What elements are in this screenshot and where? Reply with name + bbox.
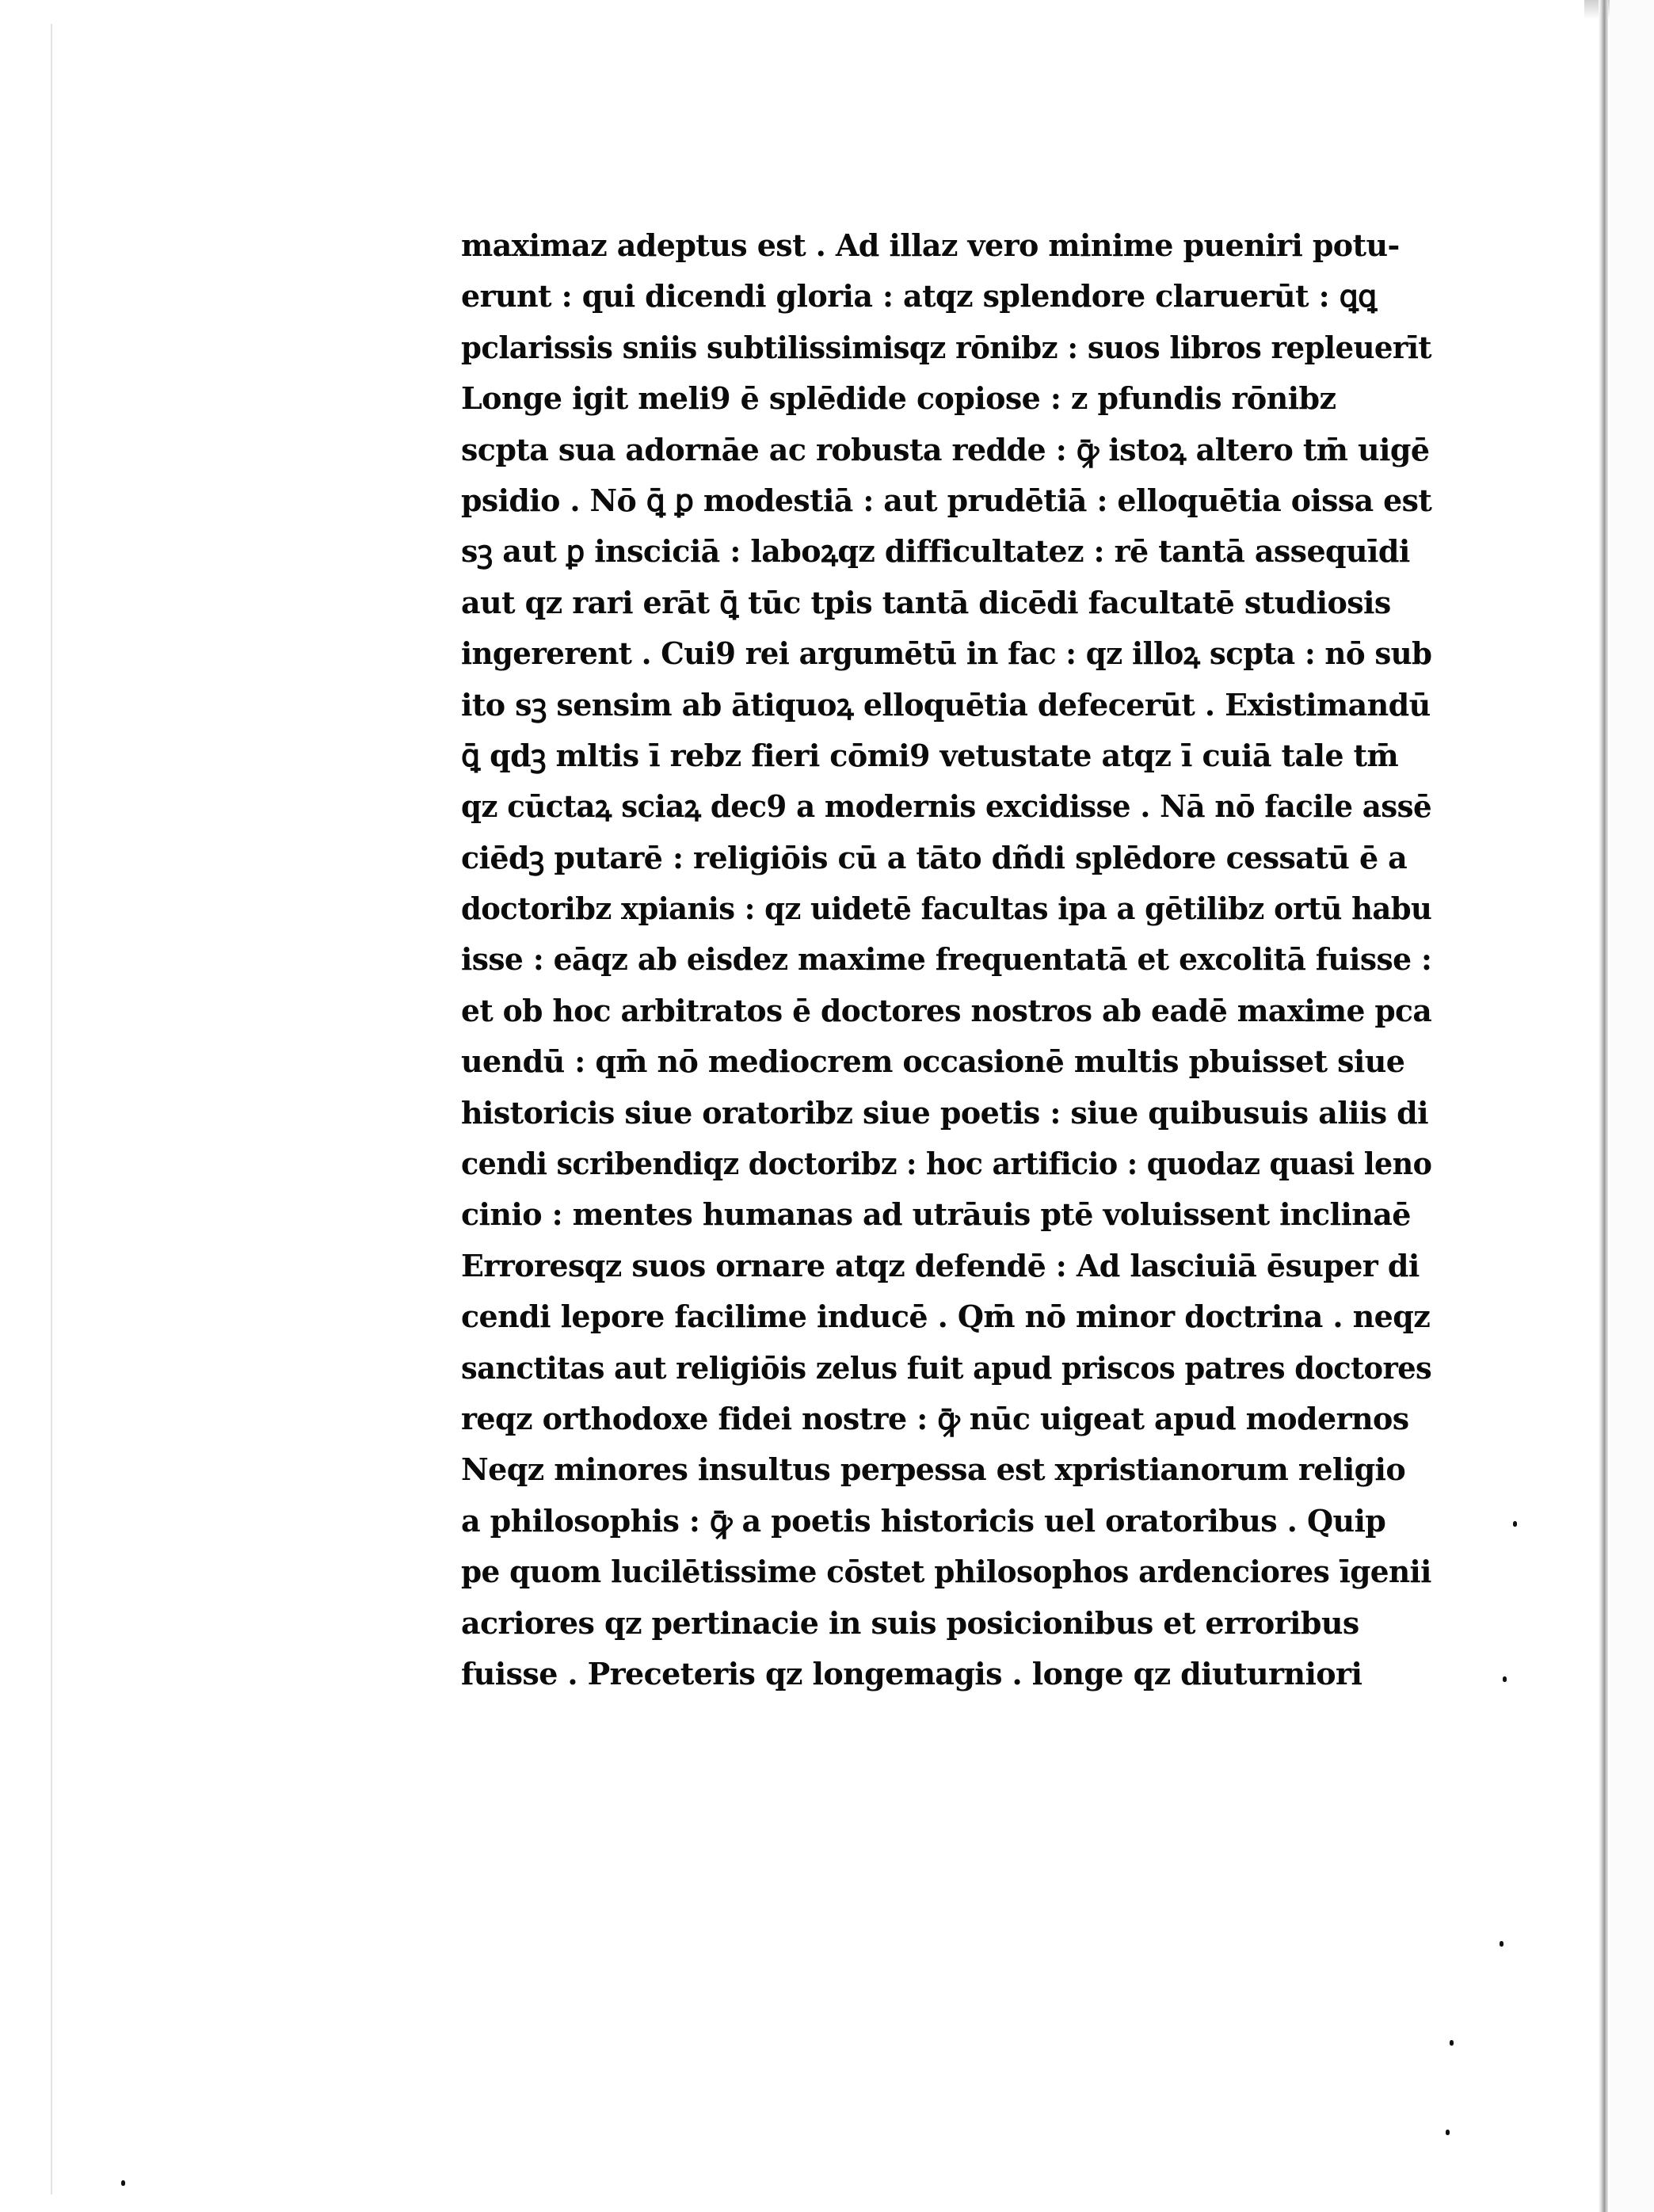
text-line: cendi lepore facilime inducē . Qm̄ nō minor doctrina . neqz: [461, 1299, 1431, 1335]
text-line: scpta sua adornāe ac robusta redde : ꝙ̄ istoꝝ altero tm̄ uigē: [461, 431, 1430, 467]
text-line: cendi scribendiqz doctoribz : hoc artificio : quodaz quasi leno: [461, 1146, 1432, 1182]
text-column: [461, 220, 1432, 1699]
text-line: pclarissis sniis subtilissimisqz rōnibz : suos libros repleuerīt: [461, 329, 1431, 365]
ink-speck: [1500, 1941, 1503, 1947]
text-line: pe quom lucilētissime cōstet philosophos ardenciores īgenii: [461, 1554, 1431, 1590]
text-line: fuisse . Preceteris qz longemagis . longe qz diuturniori: [461, 1655, 1362, 1691]
text-line: sanctitas aut religiōis zelus fuit apud priscos patres doctores: [461, 1349, 1432, 1386]
text-line: aut qz rari erāt ꝗ̄ tūc tpis tantā dicēdi facultatē studiosis: [461, 584, 1391, 620]
text-line: ito sꝫ sensim ab ātiquoꝝ elloquētia defecerūt . Existimandū: [461, 686, 1431, 723]
text-line: historicis siue oratoribz siue poetis : siue quibusuis aliis di: [461, 1094, 1428, 1131]
text-line: ingererent . Cui9 rei argumētū in fac : qz illoꝝ scpta : nō sub: [461, 635, 1432, 672]
text-line: uendū : qm̄ nō mediocrem occasionē multis pbuisset siue: [461, 1043, 1405, 1080]
text-line: sꝫ aut ꝑ insciciā : laboꝝqz difficultatez : rē tantā assequīdi: [461, 533, 1410, 570]
text-line: doctoribz xpianis : qz uidetē facultas ipa a gētilibz ortū habu: [461, 891, 1432, 927]
page-left-edge: [51, 24, 52, 2195]
text-line: qz cūctaꝝ sciaꝝ dec9 a modernis excidisse . Nā nō facile assē: [461, 788, 1432, 825]
text-line: ciēdꝫ putarē : religiōis cū a tāto dñdi splēdore cessatū ē a: [461, 839, 1408, 875]
text-line: isse : eāqz ab eisdez maxime frequentatā et excolitā fuisse :: [461, 941, 1432, 978]
text-line: et ob hoc arbitratos ē doctores nostros ab eadē maxime pca: [461, 992, 1432, 1028]
text-line: a philosophis : ꝙ̄ a poetis historicis uel oratoribus . Quip: [461, 1502, 1386, 1539]
text-line: cinio : mentes humanas ad utrāuis ptē voluissent inclinaē: [461, 1196, 1411, 1233]
text-line: acriores qz pertinacie in suis posicionibus et erroribus: [461, 1604, 1359, 1641]
text-line: maximaz adeptus est . Ad illaz vero minime pueniri potu-: [461, 227, 1400, 263]
text-line: ꝗ̄ qdꝫ mltis ī rebz fieri cōmi9 vetustate atqz ī cuiā tale tm̄: [461, 737, 1399, 773]
text-line: reqz orthodoxe fidei nostre : ꝙ̄ nūc uigeat apud modernos: [461, 1400, 1409, 1436]
text-line: erunt : qui dicendi gloria : atqz splendore claruerūt : ꝗꝗ: [461, 278, 1377, 315]
ink-speck: [1513, 1521, 1517, 1527]
text-line: psidio . Nō ꝗ̄ ꝑ modestiā : aut prudētiā : elloquētia oissa est: [461, 482, 1432, 518]
ink-speck: [1503, 1676, 1507, 1682]
ink-speck: [121, 2180, 125, 2186]
ink-speck: [1446, 2130, 1450, 2135]
page-right-edge: [1599, 0, 1608, 2212]
text-line: Longe igit meli9 ē splēdide copiose : z pfundis rōnibz: [461, 380, 1336, 417]
text-line: Erroresqz suos ornare atqz defendē : Ad lasciuiā ēsuper di: [461, 1247, 1420, 1283]
text-line: Neqz minores insultus perpessa est xpristianorum religio: [461, 1451, 1406, 1488]
ink-speck: [1450, 2040, 1454, 2046]
page-margin-strip: [1610, 0, 1654, 2212]
